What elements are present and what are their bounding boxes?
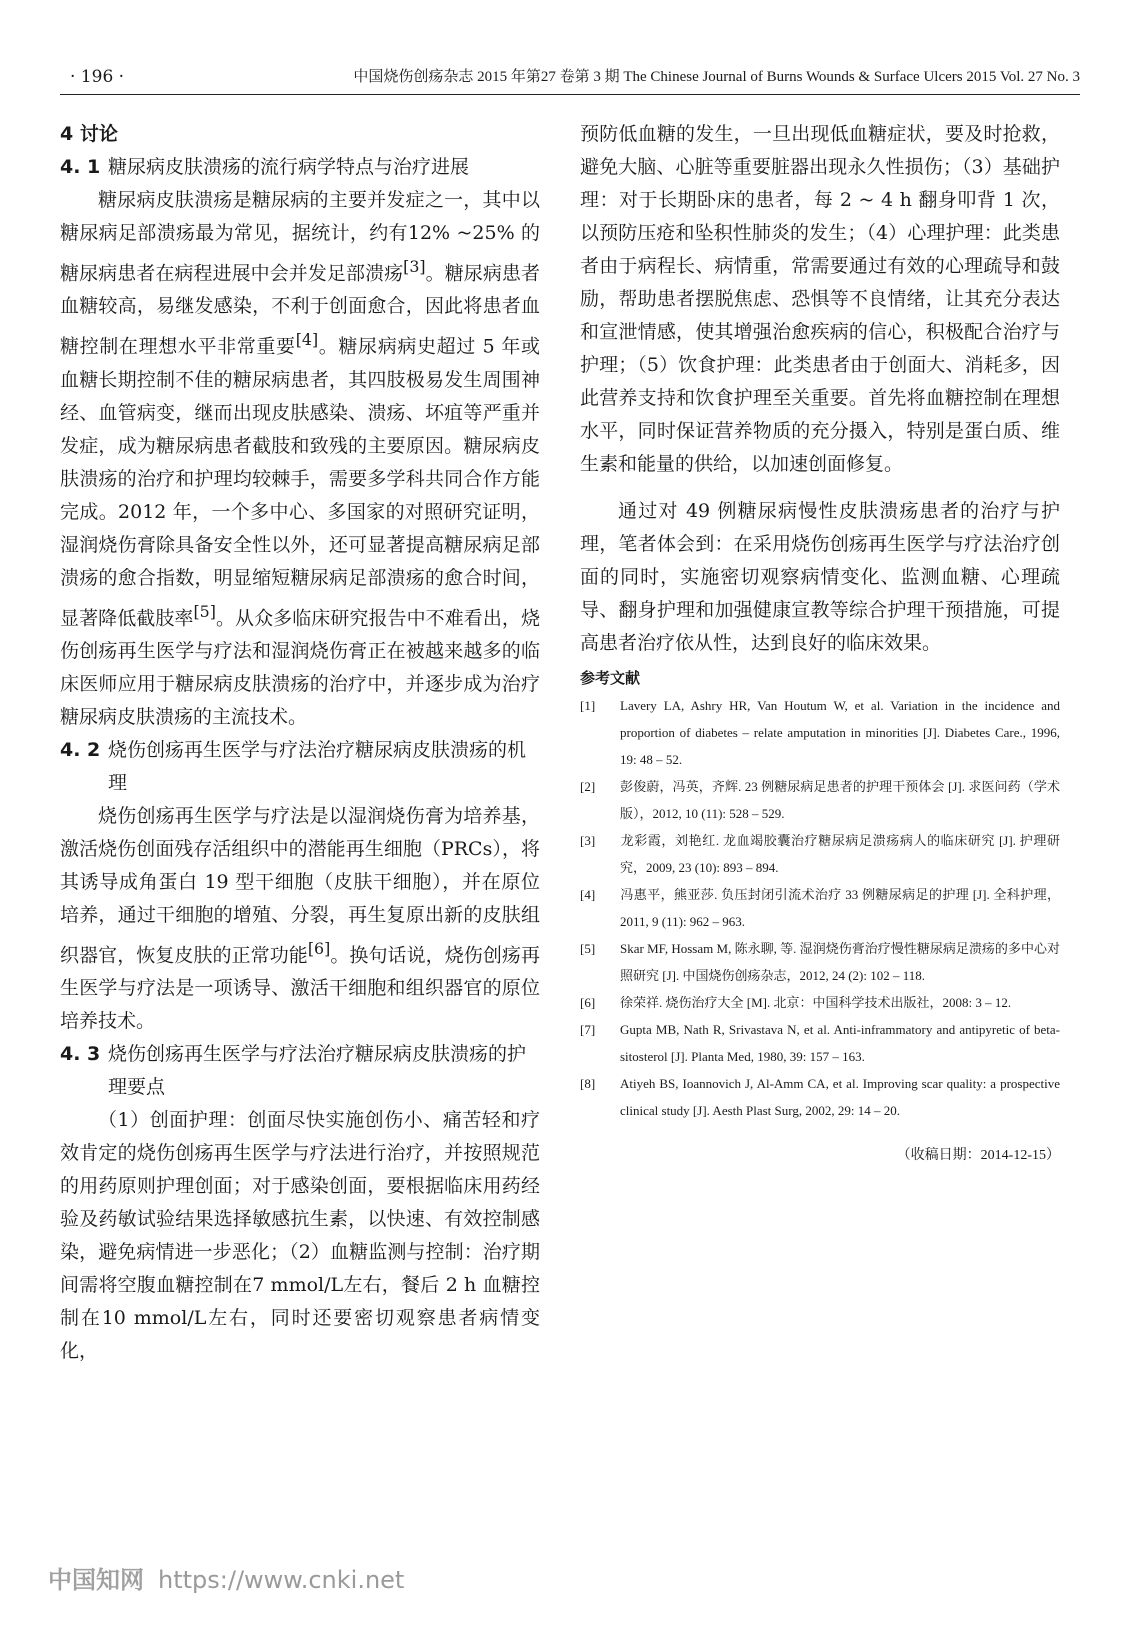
page-header (60, 66, 1080, 95)
reference-text: Atiyeh BS, Ioannovich J, Al-Amm CA, et al. Improving scar quality: a prospective clinical study [J]. Aesth Plast Surg, 2002, 29: 14 – 20. (620, 1076, 1060, 1118)
reference-item (580, 827, 1060, 881)
left-column (60, 118, 540, 1368)
citation-link[interactable]: [5] (193, 601, 216, 621)
subsection-number: 4. 3 (60, 1043, 101, 1066)
paragraph-4-1 (60, 184, 540, 734)
reference-number: [1] (580, 698, 596, 713)
paragraph-text: 。从众多临床研究报告中不难看出，烧伤创疡再生医学与疗法和湿润烧伤膏正在被越来越多的临床医师应用于糖尿病皮肤溃疡的治疗中，并逐步成为治疗糖尿病皮肤溃疡的主流技术。 (60, 606, 540, 728)
reference-number: [3] (580, 833, 596, 848)
reference-text: Gupta MB, Nath R, Srivastava N, et al. Anti-inframmatory and antipyretic of beta-sitosterol [J]. Planta Med, 1980, 39: 157 – 163. (620, 1022, 1060, 1064)
paragraph-4-3: （1）创面护理：创面尽快实施创伤小、痛苦轻和疗效肯定的烧伤创疡再生医学与疗法进行治疗，并按照规范的用药原则护理创面；对于感染创面，要根据临床用药经验及药敏试验结果选择敏感抗生素，以快速、有效控制感染，避免病情进一步恶化；（2）血糖监测与控制：治疗期间需将空腹血糖控制在7 mmol/L左右，餐后 2 h 血糖控制在10 mmol/L左右，同时还要密切观察患者病情变化， (60, 1109, 540, 1363)
reference-item (580, 881, 1060, 935)
reference-text: Skar MF, Hossam M, 陈永聊, 等. 湿润烧伤膏治疗慢性糖尿病足溃疡的多中心对照研究 [J]. 中国烧伤创疡杂志，2012, 24 (2): 102 – 118. (620, 941, 1060, 983)
subsection-number: 4. 2 (60, 738, 101, 761)
right-column (580, 118, 1060, 1164)
reference-text: 彭俊蔚，冯英，齐辉. 23 例糖尿病足患者的护理干预体会 [J]. 求医问药（学术版），2012, 10 (11): 528 – 529. (620, 779, 1060, 821)
reference-number: [7] (580, 1022, 596, 1037)
conclusion-paragraph: 通过对 49 例糖尿病慢性皮肤溃疡患者的治疗与护理，笔者体会到：在采用烧伤创疡再生医学与疗法治疗创面的同时，实施密切观察病情变化、监测血糖、心理疏导、翻身护理和加强健康宣教等综合护理干预措施，可提高患者治疗依从性，达到良好的临床效果。 (580, 500, 1060, 654)
citation-link[interactable]: [6] (307, 938, 331, 958)
reference-number: [4] (580, 887, 596, 902)
paragraph-text: 。糖尿病患者血糖较高，易继发感染，不利于创面愈合，因此将患者血糖控制在理想水平非常重要 (60, 262, 540, 358)
citation-link[interactable]: [4] (295, 330, 319, 350)
paragraph-text: 糖尿病皮肤溃疡是糖尿病的主要并发症之一，其中以糖尿病足部溃疡最为常见，据统计，约有12% ~25% 的糖尿病患者在病程进展中会并发足部溃疡 (60, 189, 540, 285)
journal-running-title: 中国烧伤创疡杂志 2015 年第27 卷第 3 期 The Chinese Journal of Burns Wounds & Surface Ulcers 2015 Vol. 27 No. 3 (353, 69, 1080, 85)
paragraph-4-2 (60, 800, 540, 1038)
received-date: （收稿日期：2014-12-15） (896, 1148, 1060, 1163)
reference-item (580, 692, 1060, 773)
paragraph-text: 。换句话说，烧伤创疡再生医学与疗法是一项诱导、激活干细胞和组织器官的原位培养技术。 (60, 944, 540, 1033)
watermark-url[interactable]: https://www.cnki.net (158, 1566, 405, 1594)
citation-link[interactable]: [3] (403, 257, 426, 276)
cnki-watermark (48, 1560, 404, 1595)
paragraph-4-3-continued: 预防低血糖的发生，一旦出现低血糖症状，要及时抢救，避免大脑、心脏等重要脏器出现永久性损伤；（3）基础护理：对于长期卧床的患者，每 2 ~ 4 h 翻身叩背 1 次，以预防压疮和坠积性肺炎的发生；（4）心理护理：此类患者由于病程长、病情重，常需要通过有效的心理疏导和鼓励，帮助患者摆脱焦虑、恐惧等不良情绪，让其充分表达和宣泄情感，使其增强治愈疾病的信心，积极配合治疗与护理；（5）饮食护理：此类患者由于创面大、消耗多，因此营养支持和饮食护理至关重要。首先将血糖控制在理想水平，同时保证营养物质的充分摄入，特别是蛋白质、维生素和能量的供给，以加速创面修复。 (580, 123, 1060, 475)
subsection-heading-4-3 (60, 1038, 540, 1104)
subsection-heading-4-1 (60, 151, 540, 184)
subsection-title: 烧伤创疡再生医学与疗法治疗糖尿病皮肤溃疡的机理 (108, 738, 527, 794)
subsection-title: 烧伤创疡再生医学与疗法治疗糖尿病皮肤溃疡的护理要点 (108, 1043, 527, 1099)
reference-item (580, 773, 1060, 827)
watermark-brand: 中国知网 (48, 1566, 144, 1594)
reference-item (580, 1070, 1060, 1124)
subsection-number: 4. 1 (60, 156, 101, 178)
paragraph-text: 烧伤创疡再生医学与疗法是以湿润烧伤膏为培养基，激活烧伤创面残存活组织中的潜能再生细胞（PRCs），将其诱导成角蛋白 19 型干细胞（皮肤干细胞），并在原位培养，通过干细胞的增殖、分裂，再生复原出新的皮肤组织器官，恢复皮肤的正常功能 (60, 804, 540, 967)
reference-list (580, 692, 1060, 1124)
reference-text: Lavery LA, Ashry HR, Van Houtum W, et al. Variation in the incidence and proportion of diabetes – relate amputation in minorities [J]. Diabetes Care., 1996, 19: 48 – 52. (620, 698, 1060, 767)
references-heading: 参考文献 (580, 669, 641, 687)
reference-number: [5] (580, 941, 596, 956)
page-number: · 196 · (70, 67, 125, 87)
reference-number: [8] (580, 1076, 596, 1091)
paragraph-text: 。糖尿病病史超过 5 年或血糖长期控制不佳的糖尿病患者，其四肢极易发生周围神经、血管病变，继而出现皮肤感染、溃疡、坏疽等严重并发症，成为糖尿病患者截肢和致残的主要原因。糖尿病皮肤溃疡的治疗和护理均较棘手，需要多学科共同合作方能完成。2012 年，一个多中心、多国家的对照研究证明，湿润烧伤膏除具备安全性以外，还可显著提高糖尿病足部溃疡的愈合指数，明显缩短糖尿病足部溃疡的愈合时间，显著降低截肢率 (60, 335, 540, 629)
reference-text: 冯惠平，熊亚莎. 负压封闭引流术治疗 33 例糖尿病足的护理 [J]. 全科护理，2011, 9 (11): 962 – 963. (620, 887, 1060, 929)
section-heading-4: 4 讨论 (60, 123, 118, 145)
reference-number: [2] (580, 779, 596, 794)
reference-item (580, 1016, 1060, 1070)
reference-text: 徐荣祥. 烧伤治疗大全 [M]. 北京：中国科学技术出版社，2008: 3 – 12. (620, 995, 1012, 1010)
reference-item (580, 935, 1060, 989)
reference-item (580, 989, 1060, 1016)
reference-text: 龙彩霞，刘艳红. 龙血竭胶囊治疗糖尿病足溃疡病人的临床研究 [J]. 护理研究，2009, 23 (10): 893 – 894. (620, 833, 1060, 875)
subsection-heading-4-2 (60, 734, 540, 800)
subsection-title: 糖尿病皮肤溃疡的流行病学特点与治疗进展 (108, 156, 470, 178)
reference-number: [6] (580, 995, 596, 1010)
